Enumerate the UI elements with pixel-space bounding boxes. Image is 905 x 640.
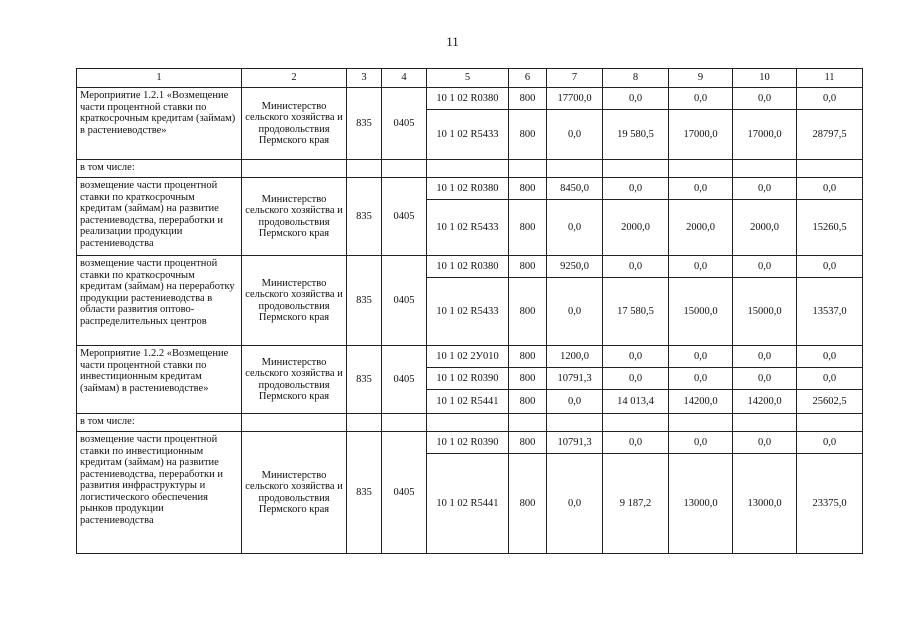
value-cell: 10791,3 (547, 432, 603, 454)
description-cell: возмещение части процентной ставки по краткосрочным кредитам (займам) на развитие растениеводства, переработки и реализации продукции растениеводства (77, 178, 242, 256)
value-cell: 19 580,5 (603, 110, 669, 160)
v-tom-chisle-label: в том числе: (77, 414, 242, 432)
table-row (77, 256, 863, 278)
value-cell: 8450,0 (547, 178, 603, 200)
header-cell: 9 (669, 69, 733, 88)
code-cell: 10 1 02 2У010 (427, 346, 509, 368)
value-cell: 10791,3 (547, 368, 603, 390)
header-cell: 7 (547, 69, 603, 88)
header-cell: 4 (382, 69, 427, 88)
value-cell: 0,0 (797, 346, 863, 368)
header-cell: 8 (603, 69, 669, 88)
table-row (77, 432, 863, 454)
value-cell: 0,0 (733, 346, 797, 368)
value-cell: 0,0 (603, 368, 669, 390)
value-cell: 28797,5 (797, 110, 863, 160)
table-row (77, 346, 863, 368)
value-cell: 800 (509, 88, 547, 110)
value-cell: 0,0 (733, 256, 797, 278)
value-cell: 800 (509, 200, 547, 256)
ministry-cell: Министерство сельского хозяйства и продовольствия Пермского края (242, 256, 347, 346)
code-cell: 10 1 02 R5441 (427, 454, 509, 554)
value-cell: 800 (509, 178, 547, 200)
col4-cell: 0405 (382, 256, 427, 346)
value-cell: 800 (509, 368, 547, 390)
value-cell: 800 (509, 390, 547, 414)
col4-cell: 0405 (382, 432, 427, 554)
value-cell: 14200,0 (669, 390, 733, 414)
value-cell: 800 (509, 346, 547, 368)
value-cell: 0,0 (797, 178, 863, 200)
value-cell: 0,0 (603, 432, 669, 454)
value-cell: 0,0 (547, 200, 603, 256)
value-cell: 0,0 (733, 432, 797, 454)
col3-cell: 835 (347, 88, 382, 160)
ministry-cell: Министерство сельского хозяйства и продовольствия Пермского края (242, 432, 347, 554)
value-cell: 0,0 (797, 88, 863, 110)
value-cell: 9250,0 (547, 256, 603, 278)
value-cell: 14 013,4 (603, 390, 669, 414)
code-cell: 10 1 02 R0380 (427, 178, 509, 200)
code-cell: 10 1 02 R5433 (427, 110, 509, 160)
value-cell: 17000,0 (733, 110, 797, 160)
page-number: 11 (446, 34, 459, 49)
value-cell: 800 (509, 432, 547, 454)
value-cell: 25602,5 (797, 390, 863, 414)
col4-cell: 0405 (382, 88, 427, 160)
col3-cell: 835 (347, 178, 382, 256)
value-cell: 0,0 (547, 390, 603, 414)
value-cell: 2000,0 (669, 200, 733, 256)
value-cell: 0,0 (797, 256, 863, 278)
value-cell: 0,0 (603, 178, 669, 200)
value-cell: 0,0 (733, 368, 797, 390)
table-row (77, 178, 863, 200)
value-cell: 0,0 (669, 368, 733, 390)
code-cell: 10 1 02 R0390 (427, 368, 509, 390)
header-cell: 2 (242, 69, 347, 88)
value-cell: 0,0 (733, 178, 797, 200)
value-cell: 23375,0 (797, 454, 863, 554)
header-cell: 10 (733, 69, 797, 88)
value-cell: 0,0 (669, 256, 733, 278)
value-cell: 0,0 (603, 346, 669, 368)
value-cell: 800 (509, 454, 547, 554)
value-cell: 15260,5 (797, 200, 863, 256)
value-cell: 800 (509, 110, 547, 160)
value-cell: 0,0 (547, 454, 603, 554)
header-cell: 1 (77, 69, 242, 88)
code-cell: 10 1 02 R5441 (427, 390, 509, 414)
header-cell: 5 (427, 69, 509, 88)
value-cell: 0,0 (603, 256, 669, 278)
value-cell: 800 (509, 256, 547, 278)
description-cell: Мероприятие 1.2.2 «Возмещение части процентной ставки по инвестиционным кредитам (займам) в растениеводстве» (77, 346, 242, 414)
col3-cell: 835 (347, 432, 382, 554)
code-cell: 10 1 02 R0380 (427, 256, 509, 278)
code-cell: 10 1 02 R0390 (427, 432, 509, 454)
value-cell: 15000,0 (733, 278, 797, 346)
col3-cell: 835 (347, 256, 382, 346)
ministry-cell: Министерство сельского хозяйства и продовольствия Пермского края (242, 88, 347, 160)
header-cell: 11 (797, 69, 863, 88)
value-cell: 0,0 (547, 110, 603, 160)
col4-cell: 0405 (382, 346, 427, 414)
value-cell: 0,0 (669, 346, 733, 368)
value-cell: 2000,0 (603, 200, 669, 256)
value-cell: 9 187,2 (603, 454, 669, 554)
value-cell: 800 (509, 278, 547, 346)
description-cell: Мероприятие 1.2.1 «Возмещение части процентной ставки по краткосрочным кредитам (займам) в растениеводстве» (77, 88, 242, 160)
description-cell: возмещение части процентной ставки по инвестиционным кредитам (займам) на развитие растениеводства, переработки и развития инфраструктуры и логистического обеспечения рынков продукции растениеводства (77, 432, 242, 554)
value-cell: 2000,0 (733, 200, 797, 256)
value-cell: 13537,0 (797, 278, 863, 346)
value-cell: 0,0 (733, 88, 797, 110)
value-cell: 0,0 (669, 178, 733, 200)
col4-cell: 0405 (382, 178, 427, 256)
value-cell: 0,0 (669, 88, 733, 110)
budget-table (76, 68, 863, 554)
subheader-row (77, 414, 863, 432)
code-cell: 10 1 02 R5433 (427, 200, 509, 256)
value-cell: 0,0 (797, 432, 863, 454)
code-cell: 10 1 02 R0380 (427, 88, 509, 110)
value-cell: 17 580,5 (603, 278, 669, 346)
value-cell: 17000,0 (669, 110, 733, 160)
value-cell: 13000,0 (669, 454, 733, 554)
v-tom-chisle-label: в том числе: (77, 160, 242, 178)
table-row (77, 88, 863, 110)
value-cell: 1200,0 (547, 346, 603, 368)
header-cell: 6 (509, 69, 547, 88)
ministry-cell: Министерство сельского хозяйства и продовольствия Пермского края (242, 178, 347, 256)
value-cell: 14200,0 (733, 390, 797, 414)
code-cell: 10 1 02 R5433 (427, 278, 509, 346)
header-row (77, 69, 863, 88)
subheader-row (77, 160, 863, 178)
ministry-cell: Министерство сельского хозяйства и продовольствия Пермского края (242, 346, 347, 414)
value-cell: 0,0 (797, 368, 863, 390)
value-cell: 0,0 (547, 278, 603, 346)
value-cell: 13000,0 (733, 454, 797, 554)
value-cell: 15000,0 (669, 278, 733, 346)
col3-cell: 835 (347, 346, 382, 414)
description-cell: возмещение части процентной ставки по краткосрочным кредитам (займам) на переработку продукции растениеводства в области развития оптово-распределительных центров (77, 256, 242, 346)
value-cell: 0,0 (603, 88, 669, 110)
value-cell: 0,0 (669, 432, 733, 454)
value-cell: 17700,0 (547, 88, 603, 110)
header-cell: 3 (347, 69, 382, 88)
